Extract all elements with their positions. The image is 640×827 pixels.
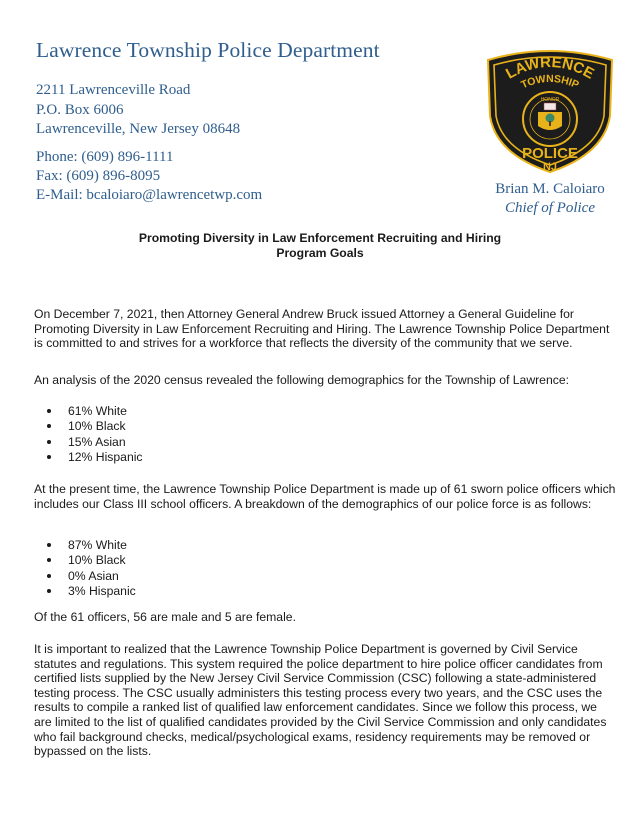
chief-title: Chief of Police bbox=[505, 200, 595, 216]
list-item: 0% Asian bbox=[34, 569, 616, 584]
bullet-icon bbox=[47, 409, 51, 413]
list-item: 3% Hispanic bbox=[34, 584, 616, 599]
bullet-icon bbox=[47, 455, 51, 459]
chief-name: Brian M. Caloiaro bbox=[495, 181, 605, 197]
svg-text:NJ: NJ bbox=[542, 161, 558, 173]
census-demographics-list bbox=[34, 404, 616, 466]
title-line-1: Promoting Diversity in Law Enforcement Recruiting and Hiring bbox=[138, 231, 502, 245]
intro-paragraph: On December 7, 2021, then Attorney General Andrew Bruck issued Attorney a General Guideline for Promoting Diversity in Law Enforcement Recruiting and Hiring. The Lawrence Township Police Department is committed to and strives for a workforce that reflects the diversity of the community that we serve. bbox=[34, 307, 610, 351]
document-title bbox=[0, 231, 640, 260]
bullet-icon bbox=[47, 558, 51, 562]
police-badge-icon bbox=[480, 46, 620, 176]
fax-number: Fax: (609) 896-8095 bbox=[36, 168, 161, 184]
title-line-2: Program Goals bbox=[276, 245, 364, 260]
department-makeup-paragraph: At the present time, the Lawrence Township Police Department is made up of 61 sworn police officers which includes our Class III school officers. A breakdown of the demographics of our police force is as follows: bbox=[34, 482, 616, 511]
list-item: 10% Black bbox=[34, 553, 616, 568]
list-item: 87% White bbox=[34, 538, 616, 553]
svg-text:POLICE: POLICE bbox=[522, 145, 578, 162]
bullet-icon bbox=[47, 574, 51, 578]
chief-signature-block bbox=[460, 180, 640, 218]
department-name: Lawrence Township Police Department bbox=[36, 38, 380, 62]
gender-breakdown-paragraph: Of the 61 officers, 56 are male and 5 are female. bbox=[34, 610, 296, 624]
list-item: 61% White bbox=[34, 404, 616, 419]
census-intro-paragraph: An analysis of the 2020 census revealed the following demographics for the Township of Lawrence: bbox=[34, 373, 569, 387]
bullet-icon bbox=[47, 440, 51, 444]
list-item: 10% Black bbox=[34, 419, 616, 434]
mailing-address bbox=[36, 81, 240, 140]
bullet-icon bbox=[47, 589, 51, 593]
svg-text:TOWNSHIP: TOWNSHIP bbox=[519, 72, 581, 92]
bullet-icon bbox=[47, 424, 51, 428]
bullet-icon bbox=[47, 543, 51, 547]
po-box: P.O. Box 6006 bbox=[36, 101, 124, 118]
street-address: 2211 Lawrenceville Road bbox=[36, 82, 191, 98]
email-address: E-Mail: bcaloiaro@lawrencetwp.com bbox=[36, 187, 263, 203]
list-item: 15% Asian bbox=[34, 435, 616, 450]
city-state-zip: Lawrenceville, New Jersey 08648 bbox=[36, 121, 241, 137]
svg-text:HONOR: HONOR bbox=[540, 97, 560, 103]
phone-number: Phone: (609) 896-1111 bbox=[36, 149, 174, 165]
contact-info bbox=[36, 148, 262, 205]
svg-text:LAWRENCE: LAWRENCE bbox=[503, 53, 597, 83]
police-demographics-list bbox=[34, 538, 616, 600]
civil-service-paragraph: It is important to realized that the Lawrence Township Police Department is governed by Civil Service statutes and regulations. This system required the police department to hire police officer candidates from certified lists supplied by the New Jersey Civil Service Commission (CSC) following a state-administered testing process. The CSC usually administers this testing process every two years, and the CSC uses the results to compile a ranked list of qualified law enforcement candidates. Since we follow this process, we are limited to the list of qualified candidates provided by the Civil Service Commission and only candidates who fail background checks, medical/psychological exams, residency requirements may be removed or bypassed on the lists. bbox=[34, 642, 607, 759]
list-item: 12% Hispanic bbox=[34, 450, 616, 465]
